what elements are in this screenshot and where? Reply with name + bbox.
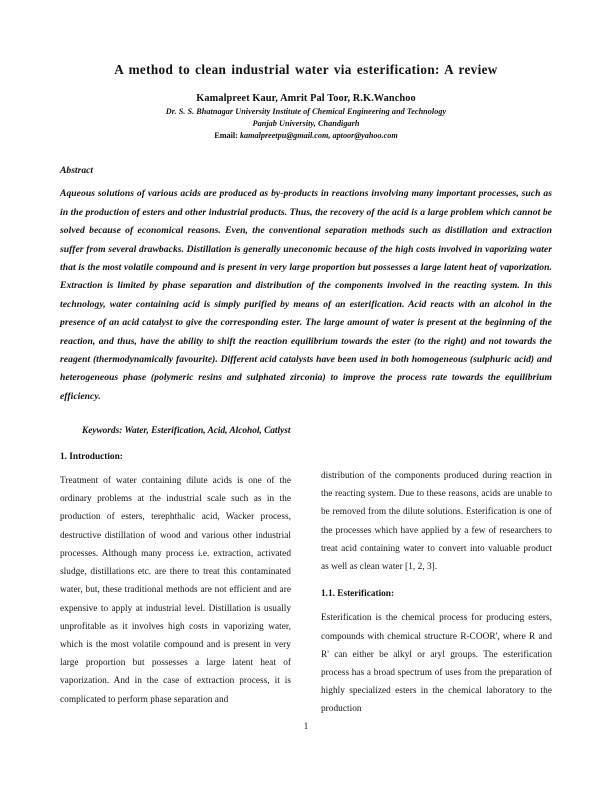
- abstract-body: Aqueous solutions of various acids are produced as by-products in reactions involving many important processes, such as in the production of esters and other industrial products. Thus, the recovery of the acid is a large problem which cannot be solved because of economical reasons. Even, the conventional separation methods such as distillation and extraction suffer from several drawbacks. Distillation is generally uneconomic because of the high costs involved in vaporizing water that is the most volatile compound and is present in very large proportion but possesses a large latent heat of vaporization. Extraction is limited by phase separation and distribution of the components involved in the reacting system. In this technology, water containing acid is simply purified by means of an esterification. Acid reacts with an alcohol in the presence of an acid catalyst to give the corresponding ester. The large amount of water is present at the beginning of the reaction, and thus, have the ability to shift the reaction equilibrium towards the ester (to the right) and not towards the reagent (thermodynamically favourite). Different acid catalysts have been used in both homogeneous (sulphuric acid) and heterogeneous phase (polymeric resins and sulphated zirconia) to improve the process rate towards the equilibrium efficiency.: [60, 188, 552, 402]
- affiliation-line-2: Panjab University, Chandigarh: [252, 119, 360, 128]
- page-number: 1: [303, 722, 309, 732]
- two-column-body: [60, 451, 552, 719]
- abstract-heading: Abstract: [60, 165, 94, 177]
- section-heading-introduction: 1. Introduction:: [60, 452, 123, 463]
- abstract-section: [60, 165, 552, 439]
- email-line: [60, 130, 552, 142]
- email-label: Email:: [214, 130, 238, 140]
- affiliation-line-1: Dr. S. S. Bhatnagar University Institute of Chemical Engineering and Technology: [165, 107, 447, 117]
- introduction-paragraph-right: distribution of the components produced during reaction in the reacting system. Due to these reasons, acids are unable to be removed from the dilute solutions. Esterification is one of the processes which have applied by a few of researchers to treat acid containing water to convert into valuable product as well as clean water [1, 2, 3].: [321, 471, 552, 573]
- section-heading-esterification: 1.1. Esterification:: [321, 589, 395, 600]
- page-title: A method to clean industrial water via esterification: A review: [114, 62, 498, 77]
- esterification-paragraph: Esterification is the chemical process for producing esters, compounds with chemical structure R-COOR', where R and R' can either be alkyl or aryl groups. The esterification process has a broad spectrum of uses from the preparation of highly specialized esters in the chemical laboratory to the production: [321, 613, 552, 715]
- keywords-line: Keywords: Water, Esterification, Acid, Alcohol, Catlyst: [82, 426, 291, 437]
- email-addresses: kamalpreetpu@gmail.com, aptoor@yahoo.com: [239, 130, 398, 140]
- introduction-paragraph-left: Treatment of water containing dilute acids is one of the ordinary problems at the industrial scale such as in the production of esters, terephthalic acid, Wacker process, destructive distillation of wood and various other industrial processes. Although many process i.e. extraction, activated sludge, distillations etc. are there to treat this contaminated water, but, these traditional methods are not efficient and are expensive to apply at industrial level. Distillation is usually unprofitable as it involves high costs in vaporizing water, which is the most volatile compound and is present in very large proportion but possesses a large latent heat of vaporization. And in the case of extraction process, it is complicated to perform phase separation and: [60, 475, 291, 705]
- author-list: Kamalpreet Kaur, Amrit Pal Toor, R.K.Wanchoo: [196, 92, 416, 104]
- column-right: [321, 451, 552, 719]
- page-content: [60, 62, 552, 719]
- column-right-top-spacer: [321, 451, 552, 467]
- column-left: [60, 451, 291, 709]
